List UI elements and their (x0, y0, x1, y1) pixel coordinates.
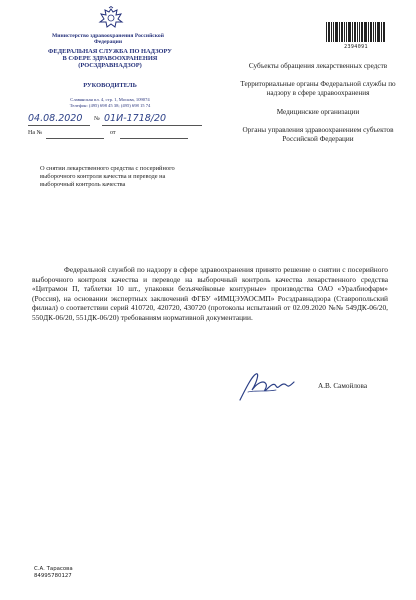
barcode-icon (326, 22, 386, 42)
executor-phone: 84995780127 (34, 572, 72, 579)
handwritten-number: 01И-1718/20 (104, 113, 167, 124)
eagle-emblem-icon (98, 6, 124, 32)
agency-line-3: (РОСЗДРАВНАДЗОР) (78, 62, 142, 70)
barcode-number: 2394091 (344, 44, 368, 50)
recipient-2: Территориальные органы Федеральной службы по надзору в сфере здравоохранения (240, 80, 396, 98)
recipient-3: Медицинские организации (276, 107, 360, 116)
recipients-block (236, 62, 400, 153)
executor-name: С.А. Тарасова (34, 566, 73, 572)
agency-line-2: В СФЕРЕ ЗДРАВООХРАНЕНИЯ (62, 55, 158, 63)
agency-line-1: ФЕДЕРАЛЬНАЯ СЛУЖБА ПО НАДЗОРУ (48, 48, 172, 55)
address-line: Славянская пл. 4, стр. 1, Москва, 109074 (70, 97, 150, 102)
ot-label: от (110, 130, 116, 136)
phone-line: Телефон: (495) 698 45 38; (495) 698 15 74 (69, 102, 151, 108)
executor-info (34, 566, 73, 579)
recipient-1: Субъекты обращения лекарственных средств (248, 62, 388, 70)
letter-body: Федеральной службой по надзору в сфере здравоохранения принято решение о снятии с посерийного выборочного контроля качества и переводе на выборочный контроль качества лекарственного средства «Цитрамон П, таблетки 10 шт., упаковки безъячейковые контурные» производства ОАО «Уралбиофарм» (Россия), на основании экспертных заключений ФГБУ «ИМЦЭУАОСМП» Росздравнадзора (Ставропольский филиал) о соответствии серий 410720, 420720, 430720 (протоколы испытаний от 02.09.2020 №№ 549ДК-06/20, 550ДК-06/20, 551ДК-06/20) требованиям нормативной документации. (32, 265, 388, 322)
na-label: На № (28, 130, 43, 136)
number-label: № (94, 116, 100, 122)
recipient-4: Органы управления здравоохранением субъектов Российской Федерации (242, 125, 394, 144)
handwritten-signature-icon (236, 370, 298, 404)
ministry-name: Министерство здравоохранения Российской Федерации (52, 33, 164, 46)
date-number-line (28, 113, 228, 127)
signer-name: А.В. Самойлова (318, 382, 368, 390)
handwritten-date: 04.08.2020 (28, 113, 83, 124)
agency-address (40, 97, 180, 109)
reference-line (28, 130, 228, 142)
letter-subject: О снятии лекарственного средства с посерийного выборочного контроля качества и переводе на выборочный контроль качества (40, 165, 175, 189)
agency-name (30, 48, 190, 70)
role-title: РУКОВОДИТЕЛЬ (83, 82, 137, 89)
